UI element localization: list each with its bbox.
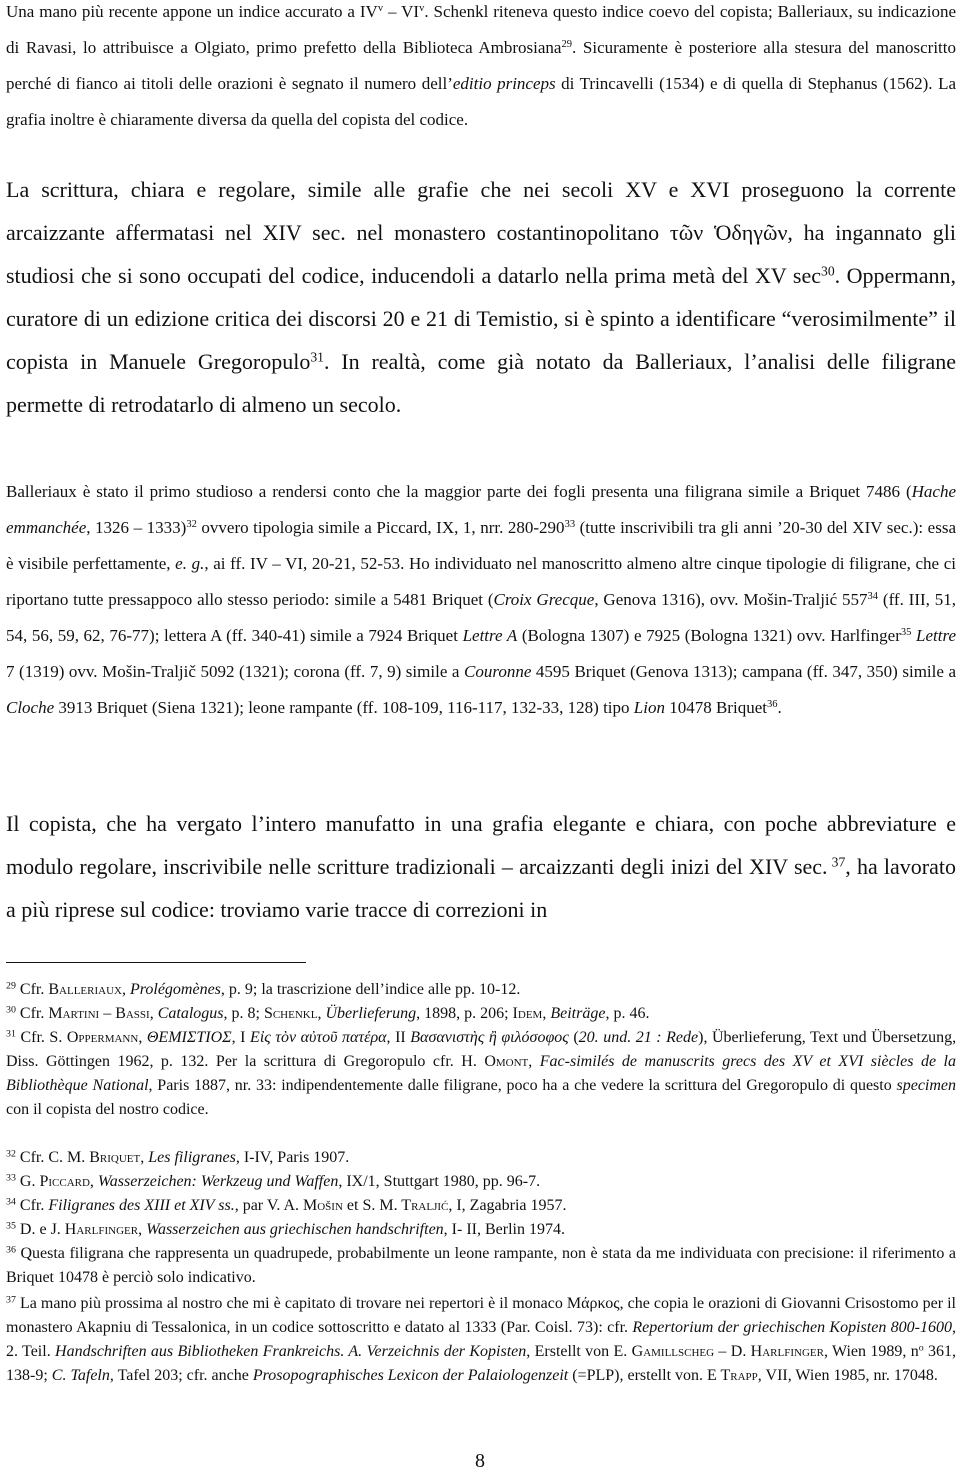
text: , p. 9; la trascrizione dell’indice alle pp. 10-12.: [220, 981, 521, 998]
footnote-ref[interactable]: 33: [564, 519, 576, 531]
text: , Wien 1989, n: [823, 1343, 919, 1360]
text: (Bologna 1307) e 7925 (Bologna 1321) ovv. Harlfinger: [517, 626, 901, 645]
text: ovvero tipologia simile a Piccard, IX, 1, nrr. 280-290: [196, 518, 565, 537]
text: et S. M. T: [342, 1197, 412, 1214]
text: Cfr.: [15, 1197, 49, 1214]
text: Questa filigrana che rappresenta un quadrupede, probabilmente un leone rampante, non è stata da me individuata con precisione: il riferimento a Briquet 10478 è perciò solo indicativo.: [6, 1245, 956, 1286]
footnote-ref[interactable]: 36: [766, 699, 778, 711]
text: ,: [317, 1005, 326, 1022]
text: Cfr. C. M. B: [15, 1149, 100, 1166]
footnote-number: 33: [6, 1172, 16, 1184]
text: , II: [386, 1029, 411, 1046]
italic-text: Lettre: [916, 626, 956, 645]
superscript: o: [918, 1342, 924, 1354]
text: 4595 Briquet (Genova 1313); campana (ff. 347, 350) simile a: [531, 662, 957, 681]
text: , ha lavorato a più riprese sul codice: troviamo varie tracce di correzioni in: [6, 854, 956, 922]
text: 3913 Briquet (Siena 1321); leone rampante (ff. 108-109, 116-117, 132-33, 128) tipo: [54, 698, 634, 717]
footnote-36: [6, 1242, 956, 1290]
superscript: v: [377, 3, 384, 15]
text: D. e J. H: [15, 1221, 77, 1238]
footnote-ref[interactable]: 31: [310, 349, 324, 365]
italic-text: Überlieferung: [325, 1005, 417, 1022]
text: , Erstellt von E. G: [526, 1343, 644, 1360]
text: . Schenkl riteneva questo indice coevo del copista; Balleriaux, su indicazione di Ravasi, lo attribuisce a Olgiato, primo prefetto della Biblioteca Ambrosiana: [6, 2, 956, 57]
text: Cfr. B: [15, 981, 60, 998]
italic-text: Fac-similés de manuscrits grecs des XV et XVI siècles de la Bibliothèque National: [6, 1053, 956, 1094]
footnote-37: [6, 1292, 956, 1388]
text: Cfr. S. O: [15, 1029, 79, 1046]
text: (ff. III, 51, 54, 56, 59, 62, 76-77); lettera A (ff. 340-41) simile a 7924 Briquet: [6, 590, 956, 645]
italic-text: editio princeps: [452, 74, 556, 93]
text: 7 (1319) ovv. Mošin-Traljič 5092 (1321); corona (ff. 7, 9) simile a: [6, 662, 464, 681]
text: , 1898, p. 206; I: [416, 1005, 518, 1022]
text: . Oppermann, curatore di un edizione critica dei discorsi 20 e 21 di Temistio, si è spinto a identificare “verosimilmente” il copista in Manuele Gregoropulo: [6, 263, 957, 374]
small-caps-text: arlfinger: [76, 1221, 139, 1238]
text: (: [568, 1029, 579, 1046]
small-caps-text: ošin: [317, 1197, 343, 1214]
small-caps-text: riquet: [99, 1149, 141, 1166]
text: , Paris 1887, nr. 33: indipendentemente dalle filigrane, poco ha a che vedere la scrittura del Gregoropulo di questo: [148, 1077, 897, 1094]
italic-text: Εἰς τὸν αὐτοῦ πατέρα: [250, 1029, 387, 1046]
text: 10478 Briquet: [664, 698, 767, 717]
italic-text: Cloche: [6, 698, 55, 717]
text: con il copista del nostro codice.: [6, 1101, 209, 1118]
small-caps-text: amillscheg: [643, 1343, 715, 1360]
small-caps-text: raljić: [411, 1197, 449, 1214]
small-caps-text: dem: [517, 1005, 543, 1022]
text: – D. H: [714, 1343, 763, 1360]
italic-text: ΘΕΜΙΣΤΙΟΣ: [146, 1029, 232, 1046]
text: ,: [528, 1053, 540, 1070]
text: ,: [138, 1221, 147, 1238]
footnote-ref[interactable]: 34: [867, 591, 879, 603]
paragraph-3: [6, 474, 956, 726]
text: – B: [99, 1005, 126, 1022]
text: , p. 8; S: [223, 1005, 273, 1022]
italic-text: 20. und. 21 : Rede: [578, 1029, 699, 1046]
paragraph-2: [6, 168, 956, 426]
footnote-32: [6, 1146, 956, 1170]
italic-text: Βασανιστὴς ἢ φιλόσοφος: [410, 1029, 569, 1046]
text: 361, 138-9;: [6, 1343, 957, 1384]
text: La scrittura, chiara e regolare, simile alle grafie che nei secoli XV e XVI proseguono la corrente arcaizzante affermatasi nel XIV sec. nel monastero costantinopolitano τῶν Ὁδηγῶν, ha ingannato gli studiosi che si sono occupati del codice, inducendoli a datarlo nella prima metà del XV sec: [6, 177, 956, 288]
text: Il copista, che ha vergato l’intero manufatto in una grafia elegante e chiara, con poche abbreviature e modulo regolare, inscrivibile nelle scritture tradizionali – arcaizzanti degli inizi del XIV sec.: [6, 811, 956, 879]
small-caps-text: alleriaux: [59, 981, 122, 998]
text: – VI: [383, 2, 420, 21]
text: G. P: [15, 1173, 49, 1190]
text: Una mano più recente appone un indice accurato a IV: [6, 2, 378, 21]
text: .: [777, 698, 782, 717]
text: , IX/1, Stuttgart 1980, pp. 96-7.: [338, 1173, 541, 1190]
italic-text: Croix Grecque: [493, 590, 595, 609]
footnote-number: 30: [6, 1004, 16, 1016]
italic-text: Lettre A: [462, 626, 518, 645]
italic-text: Catalogus: [157, 1005, 224, 1022]
text: Balleriaux è stato il primo studioso a rendersi conto che la maggior parte dei fogli presenta una filigrana simile a Briquet 7486 (: [6, 482, 912, 501]
footnote-number: 37: [6, 1294, 16, 1306]
text: La mano più prossima al nostro che mi è capitato di trovare nei repertori è il monaco Μάρκος, che copia le orazioni di Giovanni Crisostomo per il monastero Akapniu di Tessalonica, in un codice sottoscritto e datato al 1333 (Par. Coisl. 73): cfr.: [6, 1295, 956, 1336]
text: ,: [89, 1173, 98, 1190]
italic-text: specimen: [896, 1077, 957, 1094]
italic-text: Repertorium der griechischen Kopisten 800-1600: [632, 1319, 953, 1336]
footnote-30: [6, 1002, 956, 1026]
small-caps-text: iccard: [48, 1173, 90, 1190]
footnote-29: [6, 978, 956, 1002]
paragraph-4: [6, 802, 956, 931]
italic-text: Filigranes des XIII et XIV ss.: [48, 1197, 235, 1214]
footnote-35: [6, 1218, 956, 1242]
italic-text: Wasserzeichen aus griechischen handschriften: [146, 1221, 444, 1238]
text: di Trincavelli (1534) e di quella di Stephanus (1562). La grafia inoltre è chiaramente diversa da quella del copista del codice.: [6, 74, 956, 129]
footnote-ref[interactable]: 32: [186, 519, 197, 531]
small-caps-text: assi: [125, 1005, 150, 1022]
paragraph-1: [6, 0, 956, 138]
footnote-ref[interactable]: 35: [900, 627, 912, 639]
italic-text: Prosopographisches Lexicon der Palaiologenzeit: [252, 1367, 569, 1384]
text: , I, Zagabria 1957.: [448, 1197, 567, 1214]
italic-text: Prolégomènes: [129, 981, 221, 998]
italic-text: Handschriften aus Bibliotheken Frankreichs. A. Verzeichnis der Kopisten: [55, 1343, 527, 1360]
footnote-number: 29: [6, 980, 16, 992]
text: , I: [231, 1029, 251, 1046]
footnote-34: [6, 1194, 956, 1218]
text: , I-IV, Paris 1907.: [235, 1149, 350, 1166]
text: , par V. A. M: [234, 1197, 318, 1214]
page-number: 8: [475, 1450, 485, 1472]
footnote-number: 34: [6, 1196, 16, 1208]
text: , I- II, Berlin 1974.: [443, 1221, 565, 1238]
small-caps-text: artini: [62, 1005, 100, 1022]
italic-text: C. Tafeln: [51, 1367, 110, 1384]
text: ,: [121, 981, 130, 998]
italic-text: Hache emmanchée: [6, 482, 956, 537]
text: , 1326 – 1333): [86, 518, 187, 537]
footnote-ref[interactable]: 29: [561, 39, 573, 51]
footnote-number: 32: [6, 1148, 16, 1160]
text: ,: [542, 1005, 551, 1022]
text: (=PLP), erstellt von. E T: [568, 1367, 731, 1384]
footnote-number: 36: [6, 1244, 16, 1256]
text: , VII, Wien 1985, nr. 17048.: [757, 1367, 938, 1384]
text: , Tafel 203; cfr. anche: [109, 1367, 253, 1384]
small-caps-text: mont: [495, 1053, 529, 1070]
footnote-ref[interactable]: 37: [827, 854, 846, 870]
text: , p. 46.: [605, 1005, 650, 1022]
small-caps-text: ppermann: [78, 1029, 139, 1046]
italic-text: Couronne: [464, 662, 532, 681]
italic-text: Lion: [633, 698, 665, 717]
italic-text: Les filigranes: [148, 1149, 236, 1166]
text: (tutte inscrivibili tra gli anni ’20-30 del XIV sec.): essa è visibile perfettamente,: [6, 518, 956, 573]
italic-text: Beiträge: [550, 1005, 606, 1022]
text: ,: [149, 1005, 158, 1022]
footnote-33: [6, 1170, 956, 1194]
text: ), Überlieferung, Text und Übersetzung, Diss. Göttingen 1962, p. 132. Per la scrittura di Gregoropulo cfr. H. O: [6, 1029, 957, 1070]
text: . Sicuramente è posteriore alla stesura del manoscritto perché di fianco ai titoli delle orazioni è segnato il numero dell’: [6, 38, 956, 93]
footnote-ref[interactable]: 30: [821, 263, 835, 279]
text: , Genova 1316), ovv. Mošin-Traljić 557: [594, 590, 868, 609]
text: , 2. Teil.: [6, 1319, 957, 1360]
text: Cfr. M: [15, 1005, 63, 1022]
text: , ai ff. IV – VI, 20-21, 52-53. Ho individuato nel manoscritto almeno altre cinque tipologie di filigrane, che ci riportano tutte pressappoco allo stesso periodo: simile a 5481 Briquet (: [6, 554, 956, 609]
text: ,: [140, 1149, 149, 1166]
small-caps-text: arlfinger: [762, 1343, 824, 1360]
superscript: v: [419, 3, 425, 15]
footnote-number: 35: [6, 1220, 16, 1232]
footnote-31: [6, 1026, 956, 1122]
small-caps-text: chenkl: [272, 1005, 318, 1022]
footnote-number: 31: [6, 1028, 16, 1040]
text: ,: [138, 1029, 147, 1046]
footnote-separator: [6, 962, 306, 963]
italic-text: e. g.: [175, 554, 205, 573]
italic-text: Wasserzeichen: Werkzeug und Waffen: [97, 1173, 339, 1190]
small-caps-text: rapp: [730, 1367, 758, 1384]
text: . In realtà, come già notato da Balleriaux, l’analisi delle filigrane permette di retrodatarlo di almeno un secolo.: [6, 349, 957, 417]
